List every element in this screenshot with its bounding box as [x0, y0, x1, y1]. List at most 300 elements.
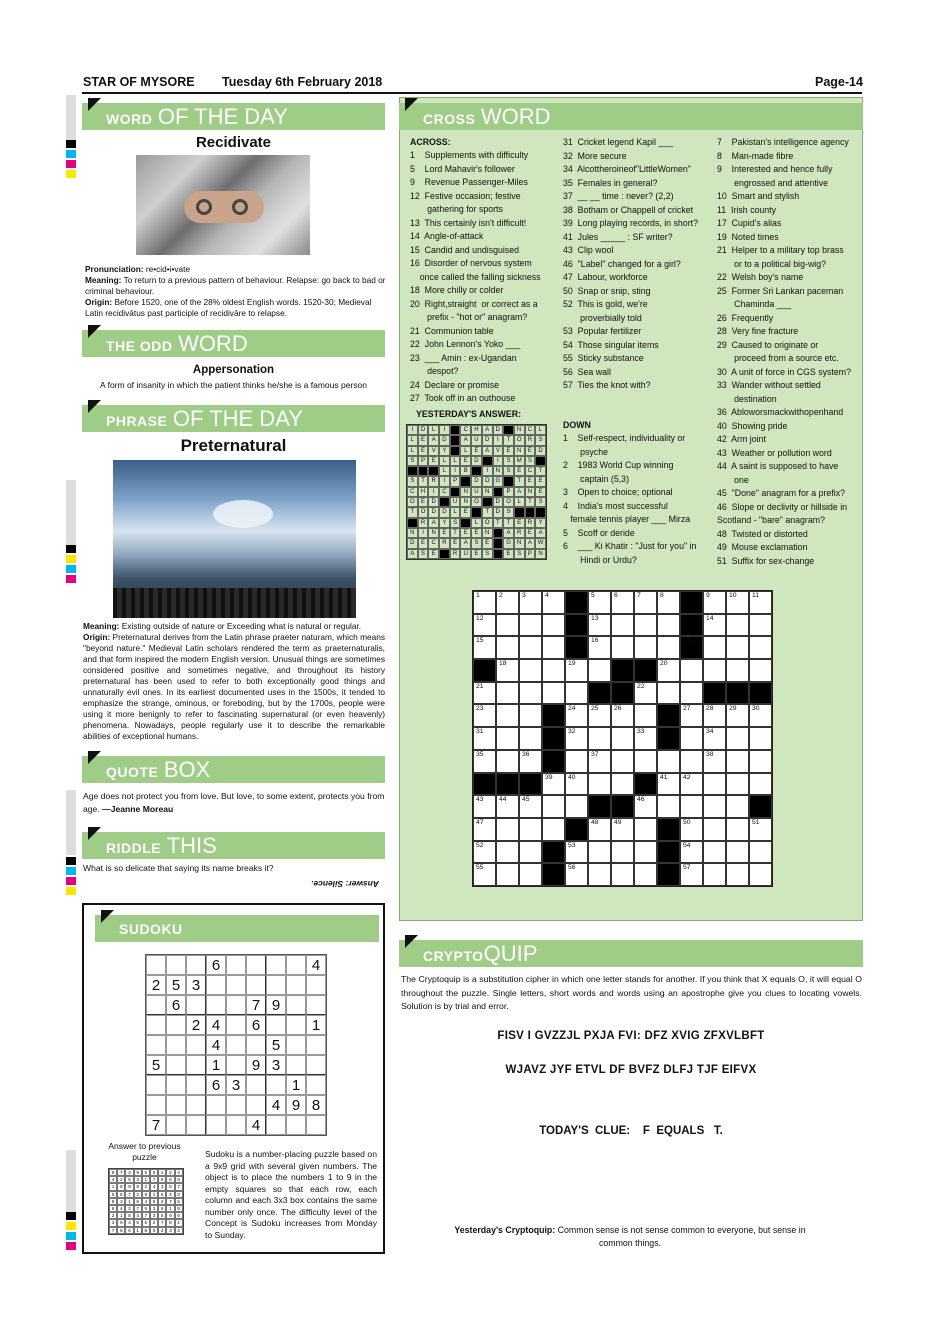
crossword-cell[interactable]	[542, 682, 565, 705]
sudoku-cell[interactable]	[206, 1095, 226, 1115]
clue-line: 22 Welsh boy's name	[717, 272, 804, 282]
crossword-cell[interactable]	[680, 727, 703, 750]
sudoku-cell[interactable]: 2	[186, 1015, 206, 1035]
sudoku-cell[interactable]	[146, 1095, 166, 1115]
crossword-cell[interactable]	[634, 704, 657, 727]
yesterday-cell: E	[503, 549, 514, 559]
crossword-cell[interactable]	[657, 682, 680, 705]
crossword-cell[interactable]	[565, 841, 588, 864]
crossword-cell[interactable]	[542, 818, 565, 841]
crossword-cell[interactable]	[703, 614, 726, 637]
crossword-cell[interactable]	[588, 704, 611, 727]
crossword-cell[interactable]	[749, 863, 772, 886]
color-mark	[66, 857, 76, 865]
clue-number: 38	[706, 750, 714, 758]
crossword-cell[interactable]	[496, 614, 519, 637]
sudoku-answer-cell: 4	[125, 1219, 133, 1226]
clue-number: 16	[591, 637, 599, 645]
crossword-cell[interactable]	[703, 841, 726, 864]
crossword-cell[interactable]	[496, 636, 519, 659]
cryptoquip-yesterday: Yesterday's Cryptoquip: Common sense is not sense common to everyone, but sense in common things.	[454, 1225, 806, 1248]
sudoku-cell[interactable]	[186, 1115, 206, 1135]
sudoku-cell[interactable]: 4	[246, 1115, 266, 1135]
clue-line: Scotland - "bare" anagram?	[717, 515, 825, 525]
crossword-cell[interactable]	[588, 614, 611, 637]
sudoku-cell[interactable]	[186, 955, 206, 975]
crossword-cell[interactable]	[473, 591, 496, 614]
sudoku-cell[interactable]	[186, 1095, 206, 1115]
crossword-cell[interactable]	[611, 750, 634, 773]
clue-line: 46 "Label" changed for a girl?	[563, 258, 681, 269]
sudoku-cell[interactable]	[286, 995, 306, 1015]
crossword-cell[interactable]	[565, 659, 588, 682]
crossword-cell[interactable]	[680, 773, 703, 796]
yesterday-cell	[471, 507, 482, 517]
sudoku-cell[interactable]: 7	[146, 1115, 166, 1135]
crossword-cell[interactable]	[473, 750, 496, 773]
crossword-cell[interactable]	[496, 818, 519, 841]
band-flag	[405, 98, 418, 111]
yesterday-cell: P	[525, 549, 536, 559]
crossword-cell[interactable]	[496, 591, 519, 614]
odd-word-title: Appersonation	[192, 364, 275, 376]
sudoku-cell[interactable]	[206, 995, 226, 1015]
crossword-cell[interactable]	[680, 795, 703, 818]
color-mark	[66, 1212, 76, 1220]
crossword-cell[interactable]	[588, 773, 611, 796]
crossword-cell[interactable]	[473, 818, 496, 841]
sudoku-cell[interactable]	[206, 1115, 226, 1135]
crossword-cell[interactable]	[611, 818, 634, 841]
sudoku-cell[interactable]: 1	[286, 1075, 306, 1095]
yesterday-cell: G	[493, 476, 504, 486]
crossword-cell[interactable]	[519, 863, 542, 886]
crossword-cell[interactable]	[749, 841, 772, 864]
crossword-cell[interactable]	[542, 795, 565, 818]
yesterday-cell: S	[535, 497, 546, 507]
yesterday-cell: D	[482, 435, 493, 445]
sudoku-cell[interactable]	[186, 995, 206, 1015]
crossword-cell[interactable]	[657, 636, 680, 659]
sudoku-cell[interactable]	[166, 1115, 186, 1135]
crossword-cell[interactable]	[726, 659, 749, 682]
crossword-cell[interactable]	[634, 636, 657, 659]
yesterday-cell: N	[535, 549, 546, 559]
crossword-cell[interactable]	[588, 591, 611, 614]
down-clues-col3	[717, 136, 851, 568]
crossword-cell[interactable]	[519, 614, 542, 637]
crossword-cell[interactable]	[496, 682, 519, 705]
crossword-cell[interactable]	[473, 682, 496, 705]
sudoku-cell[interactable]	[166, 955, 186, 975]
crossword-cell[interactable]	[749, 773, 772, 796]
sudoku-cell[interactable]: 4	[306, 955, 326, 975]
crossword-cell[interactable]	[657, 614, 680, 637]
crossword-cell[interactable]	[657, 795, 680, 818]
crossword-cell[interactable]	[473, 614, 496, 637]
sudoku-cell[interactable]: 3	[186, 975, 206, 995]
yesterday-cell: H	[471, 425, 482, 435]
sudoku-grid[interactable]	[145, 954, 327, 1136]
sudoku-cell[interactable]	[226, 1095, 246, 1115]
sudoku-cell[interactable]: 2	[146, 975, 166, 995]
crossword-cell[interactable]	[680, 750, 703, 773]
crossword-cell[interactable]	[519, 727, 542, 750]
clue-line: 8 Man-made fibre	[717, 150, 794, 161]
down-label: DOWN	[563, 420, 591, 430]
sudoku-cell[interactable]	[306, 995, 326, 1015]
crossword-cell[interactable]	[726, 863, 749, 886]
crossword-cell[interactable]	[749, 750, 772, 773]
crossword-cell[interactable]	[749, 614, 772, 637]
crossword-cell[interactable]	[634, 818, 657, 841]
sudoku-cell[interactable]	[266, 1075, 286, 1095]
margin-bar	[66, 790, 76, 855]
margin-bar	[66, 95, 76, 140]
crossword-cell[interactable]	[703, 704, 726, 727]
crossword-cell[interactable]	[519, 659, 542, 682]
crossword-cell[interactable]	[634, 795, 657, 818]
crossword-cell[interactable]	[749, 636, 772, 659]
crossword-cell[interactable]	[473, 704, 496, 727]
crossword-cell[interactable]	[496, 704, 519, 727]
crossword-cell[interactable]	[726, 636, 749, 659]
crossword-cell[interactable]	[519, 591, 542, 614]
crossword-cell[interactable]	[703, 818, 726, 841]
clue-line: female tennis player ___ Mirza	[563, 514, 691, 524]
sudoku-answer-cell: 2	[175, 1227, 183, 1234]
sudoku-cell[interactable]	[286, 975, 306, 995]
black-square	[565, 818, 588, 841]
clue-number: 19	[568, 660, 576, 668]
sudoku-cell[interactable]: 9	[246, 1055, 266, 1075]
sudoku-cell[interactable]	[306, 1035, 326, 1055]
band-flag	[405, 935, 418, 948]
yesterday-cell: D	[535, 446, 546, 456]
sudoku-cell[interactable]: 5	[146, 1055, 166, 1075]
crossword-cell[interactable]	[519, 682, 542, 705]
crossword-cell[interactable]	[519, 704, 542, 727]
sudoku-cell[interactable]	[266, 1015, 286, 1035]
sudoku-cell[interactable]	[226, 1055, 246, 1075]
color-mark	[66, 160, 76, 168]
clue-line: despot?	[410, 366, 459, 376]
crossword-cell[interactable]	[703, 659, 726, 682]
sudoku-cell[interactable]	[206, 975, 226, 995]
sudoku-cell[interactable]	[246, 1095, 266, 1115]
yesterday-cell	[482, 456, 493, 466]
sudoku-cell[interactable]: 4	[206, 1035, 226, 1055]
crossword-cell[interactable]	[611, 773, 634, 796]
crossword-cell[interactable]	[634, 750, 657, 773]
sudoku-cell[interactable]	[266, 1115, 286, 1135]
sudoku-cell[interactable]	[146, 995, 166, 1015]
crossword-cell[interactable]	[726, 750, 749, 773]
clue-number: 49	[614, 818, 622, 826]
crossword-cell[interactable]	[703, 773, 726, 796]
crossword-cell[interactable]	[749, 659, 772, 682]
sudoku-cell[interactable]	[146, 955, 166, 975]
sudoku-cell[interactable]	[146, 1075, 166, 1095]
yesterday-cell: O	[482, 518, 493, 528]
crossword-grid[interactable]	[472, 590, 773, 887]
crossword-cell[interactable]	[703, 636, 726, 659]
crossword-cell[interactable]	[657, 659, 680, 682]
crossword-cell[interactable]	[565, 863, 588, 886]
yesterday-cell	[450, 446, 461, 456]
crossword-cell[interactable]	[496, 863, 519, 886]
clue-line: Hindi or Urdu?	[563, 554, 637, 565]
sudoku-cell[interactable]	[246, 955, 266, 975]
crossword-cell[interactable]	[749, 727, 772, 750]
sudoku-cell[interactable]: 8	[306, 1095, 326, 1115]
crossword-cell[interactable]	[473, 636, 496, 659]
crossword-cell[interactable]	[703, 727, 726, 750]
crossword-cell[interactable]	[726, 795, 749, 818]
clue-line: 4 India's most successful	[563, 500, 668, 511]
clue-line: 18 More chilly or colder	[410, 285, 504, 295]
crossword-cell[interactable]	[611, 704, 634, 727]
clue-line: 13 This certainly isn't difficult!	[410, 217, 527, 228]
sudoku-cell[interactable]	[306, 1055, 326, 1075]
crossword-cell[interactable]	[542, 659, 565, 682]
crossword-cell[interactable]	[588, 636, 611, 659]
crossword-cell[interactable]	[634, 682, 657, 705]
clue-line: 40 Showing pride	[717, 420, 788, 431]
sudoku-cell[interactable]	[306, 1075, 326, 1095]
sudoku-answer-cell: 2	[158, 1198, 166, 1205]
sudoku-cell[interactable]: 5	[266, 1035, 286, 1055]
clue-line: once called the falling sickness	[410, 271, 541, 282]
crossword-cell[interactable]	[611, 591, 634, 614]
sudoku-cell[interactable]	[226, 955, 246, 975]
sudoku-answer-cell: 9	[109, 1198, 117, 1205]
clue-line: 55 Sticky substance	[563, 353, 644, 363]
sudoku-cell[interactable]: 4	[266, 1095, 286, 1115]
yesterday-cell	[535, 507, 546, 517]
crossword-cell[interactable]	[565, 795, 588, 818]
clue-line: Chaminda ___	[717, 299, 792, 309]
sudoku-answer-cell: 3	[134, 1176, 142, 1183]
sudoku-cell[interactable]	[166, 1035, 186, 1055]
yesterday-cell: D	[471, 476, 482, 486]
crossword-cell[interactable]	[749, 704, 772, 727]
crossword-cell[interactable]	[588, 659, 611, 682]
crossword-cell[interactable]	[565, 682, 588, 705]
yesterday-cell: E	[428, 456, 439, 466]
sudoku-cell[interactable]	[306, 975, 326, 995]
sudoku-cell[interactable]	[286, 1015, 306, 1035]
clue-line: 5 Lord Mahavir's follower	[410, 163, 515, 174]
sudoku-answer-cell: 3	[109, 1219, 117, 1226]
sudoku-cell[interactable]	[186, 1075, 206, 1095]
yesterday-cell: V	[428, 446, 439, 456]
crossword-cell[interactable]	[611, 863, 634, 886]
clue-line: 24 Declare or promise	[410, 379, 499, 390]
sudoku-cell[interactable]	[246, 1075, 266, 1095]
crossword-cell[interactable]	[680, 841, 703, 864]
yesterday-cell: T	[407, 507, 418, 517]
crossword-cell[interactable]	[680, 863, 703, 886]
crossword-cell[interactable]	[634, 727, 657, 750]
crossword-cell[interactable]	[565, 704, 588, 727]
sudoku-cell[interactable]	[166, 1055, 186, 1075]
sudoku-cell[interactable]	[306, 1115, 326, 1135]
crossword-cell[interactable]	[519, 750, 542, 773]
crossword-cell[interactable]	[473, 841, 496, 864]
sudoku-cell[interactable]	[226, 1115, 246, 1135]
yesterday-cell: P	[450, 476, 461, 486]
crossword-cell[interactable]	[519, 795, 542, 818]
crossword-cell[interactable]	[588, 841, 611, 864]
crossword-cell[interactable]	[496, 750, 519, 773]
crossword-cell[interactable]	[519, 636, 542, 659]
crossword-cell[interactable]	[588, 818, 611, 841]
crossword-cell[interactable]	[565, 750, 588, 773]
clue-line: 42 Arm joint	[717, 434, 766, 444]
crossword-cell[interactable]	[680, 818, 703, 841]
sudoku-cell[interactable]: 7	[246, 995, 266, 1015]
sudoku-cell[interactable]	[146, 1015, 166, 1035]
sudoku-cell[interactable]	[146, 1035, 166, 1055]
clue-line: 17 Cupid's alias	[717, 218, 782, 228]
sudoku-cell[interactable]: 4	[206, 1015, 226, 1035]
crossword-cell[interactable]	[726, 727, 749, 750]
crossword-cell[interactable]	[611, 841, 634, 864]
sudoku-cell[interactable]: 3	[226, 1075, 246, 1095]
crossword-cell[interactable]	[726, 614, 749, 637]
crossword-cell[interactable]	[496, 659, 519, 682]
yesterday-cell: S	[535, 435, 546, 445]
black-square	[542, 841, 565, 864]
crossword-cell[interactable]	[588, 750, 611, 773]
crossword-cell[interactable]	[588, 727, 611, 750]
yesterday-cell: M	[514, 456, 525, 466]
sudoku-cell[interactable]	[166, 1095, 186, 1115]
crossword-cell[interactable]	[542, 636, 565, 659]
sudoku-cell[interactable]: 3	[266, 1055, 286, 1075]
riddle-answer: Answer: Silence.	[310, 879, 380, 889]
sudoku-cell[interactable]: 9	[286, 1095, 306, 1115]
sudoku-cell[interactable]: 9	[266, 995, 286, 1015]
crossword-cell[interactable]	[611, 636, 634, 659]
sudoku-cell[interactable]	[266, 975, 286, 995]
yesterday-cell: E	[535, 476, 546, 486]
sudoku-cell[interactable]: 6	[206, 955, 226, 975]
crossword-cell[interactable]	[634, 591, 657, 614]
clue-number: 27	[683, 705, 691, 713]
crossword-cell[interactable]	[519, 841, 542, 864]
crossword-cell[interactable]	[657, 773, 680, 796]
crossword-cell[interactable]	[703, 863, 726, 886]
clue-line: 19 Noted times	[717, 231, 779, 242]
crossword-cell[interactable]	[611, 614, 634, 637]
sudoku-cell[interactable]	[226, 1035, 246, 1055]
yesterday-cell: L	[535, 425, 546, 435]
crossword-cell[interactable]	[726, 704, 749, 727]
crossword-cell[interactable]	[565, 773, 588, 796]
sudoku-cell[interactable]	[186, 1055, 206, 1075]
crossword-cell[interactable]	[473, 795, 496, 818]
crossword-cell[interactable]	[749, 591, 772, 614]
sudoku-cell[interactable]: 1	[306, 1015, 326, 1035]
crossword-cell[interactable]	[496, 841, 519, 864]
crossword-cell[interactable]	[680, 704, 703, 727]
sudoku-cell[interactable]	[166, 1015, 186, 1035]
crossword-cell[interactable]	[588, 863, 611, 886]
crossword-cell[interactable]	[634, 614, 657, 637]
crossword-cell[interactable]	[703, 795, 726, 818]
crossword-cell[interactable]	[634, 841, 657, 864]
sudoku-cell[interactable]	[286, 1035, 306, 1055]
crossword-cell[interactable]	[473, 863, 496, 886]
sudoku-cell[interactable]: 6	[246, 1015, 266, 1035]
sudoku-answer-cell: 6	[166, 1176, 174, 1183]
sudoku-answer-cell: 4	[142, 1198, 150, 1205]
sudoku-cell[interactable]	[266, 955, 286, 975]
crossword-cell[interactable]	[726, 773, 749, 796]
yesterday-cell: B	[460, 466, 471, 476]
clue-line: proceed from a source etc.	[717, 353, 839, 363]
sudoku-cell[interactable]	[226, 995, 246, 1015]
sudoku-cell[interactable]: 6	[206, 1075, 226, 1095]
crossword-cell[interactable]	[657, 750, 680, 773]
crossword-cell[interactable]	[542, 614, 565, 637]
crossword-cell[interactable]	[703, 750, 726, 773]
sudoku-cell[interactable]	[226, 1015, 246, 1035]
yesterday-cell: S	[450, 518, 461, 528]
yesterday-cell: U	[450, 497, 461, 507]
yesterday-cell: E	[514, 518, 525, 528]
crossword-cell[interactable]	[519, 818, 542, 841]
sudoku-cell[interactable]	[286, 1115, 306, 1135]
crossword-cell[interactable]	[473, 727, 496, 750]
sudoku-cell[interactable]: 5	[166, 975, 186, 995]
crossword-cell[interactable]	[565, 727, 588, 750]
crossword-cell[interactable]	[726, 818, 749, 841]
crossword-cell[interactable]	[680, 659, 703, 682]
crossword-cell[interactable]	[680, 682, 703, 705]
clue-number: 42	[683, 773, 691, 781]
crossword-cell[interactable]	[726, 841, 749, 864]
yesterday-cell	[503, 476, 514, 486]
crossword-cell[interactable]	[749, 818, 772, 841]
clue-number: 40	[568, 773, 576, 781]
sudoku-cell[interactable]: 1	[206, 1055, 226, 1075]
crossword-cell[interactable]	[542, 773, 565, 796]
crossword-cell[interactable]	[496, 727, 519, 750]
sudoku-cell[interactable]	[286, 955, 306, 975]
yesterday-cell: I	[428, 487, 439, 497]
sudoku-cell[interactable]	[246, 975, 266, 995]
crossword-cell[interactable]	[542, 591, 565, 614]
crossword-cell[interactable]	[634, 863, 657, 886]
sudoku-cell[interactable]	[246, 1035, 266, 1055]
sudoku-answer-cell: 2	[134, 1191, 142, 1198]
sudoku-answer-cell: 9	[158, 1176, 166, 1183]
sudoku-cell[interactable]	[166, 1075, 186, 1095]
crossword-cell[interactable]	[726, 591, 749, 614]
crossword-cell[interactable]	[657, 591, 680, 614]
crossword-cell[interactable]	[611, 727, 634, 750]
sudoku-cell[interactable]	[226, 975, 246, 995]
sudoku-answer-cell: 7	[175, 1183, 183, 1190]
crossword-cell[interactable]	[703, 591, 726, 614]
sudoku-cell[interactable]: 6	[166, 995, 186, 1015]
sudoku-cell[interactable]	[286, 1055, 306, 1075]
crossword-cell[interactable]	[496, 795, 519, 818]
sudoku-cell[interactable]	[186, 1035, 206, 1055]
